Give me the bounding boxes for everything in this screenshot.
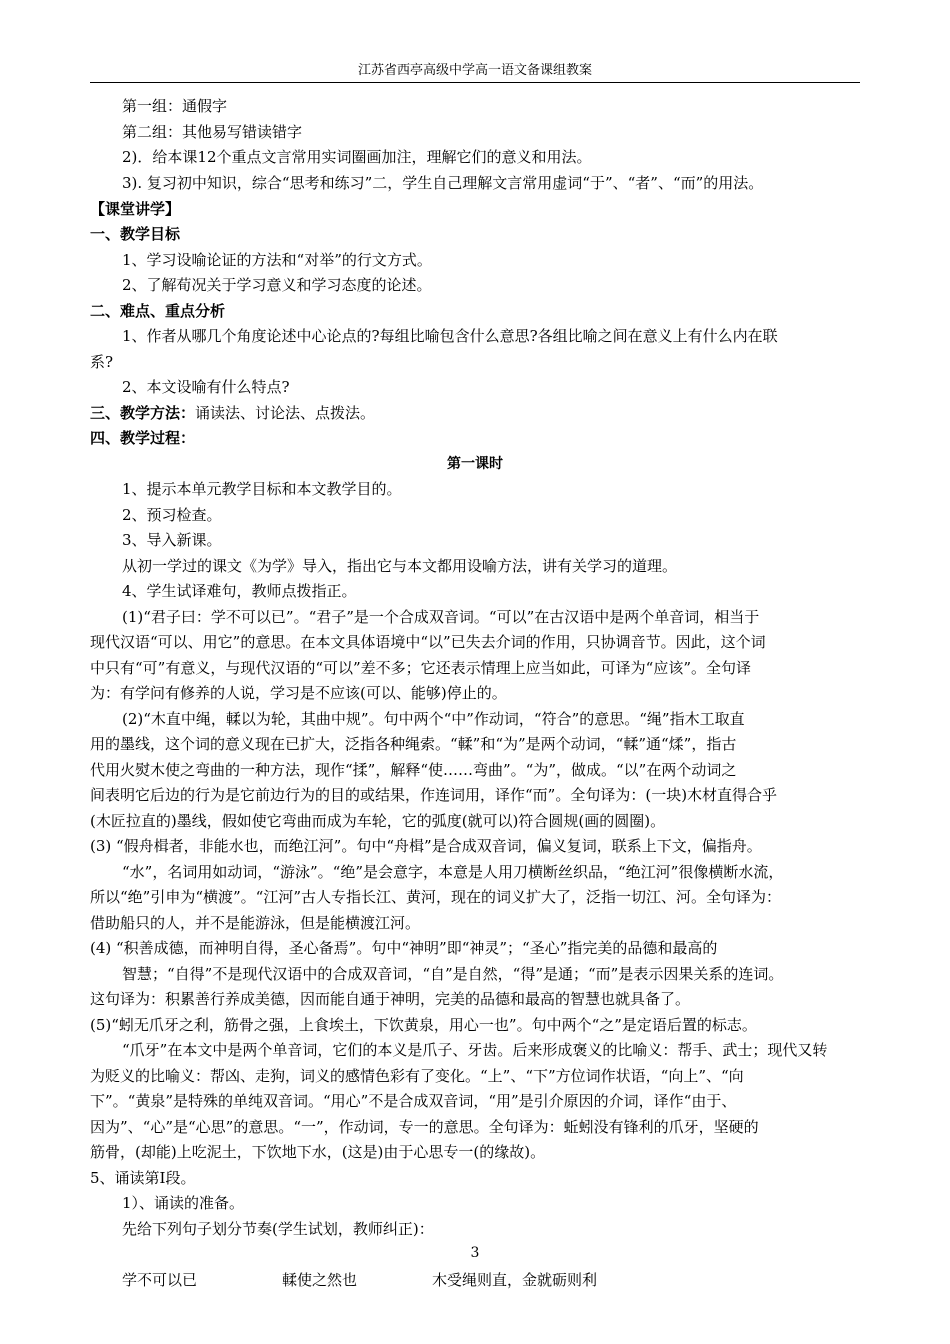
text-line: 1、提示本单元教学目标和本文教学目的。 [122,480,402,498]
lesson-title: 第一课时 [447,456,503,472]
text-line: 3、导入新课。 [122,531,222,549]
text-line: 3). 复习初中知识，综合“思考和练习”二，学生自己理解文言常用虚词“于”、“者”、“而”的用法。 [122,174,764,192]
section-heading: 四、教学过程： [90,429,196,447]
text-line: 现代汉语“可以、用它”的意思。在本文具体语境中“以”已失去介词的作用，只协调音节。因此，这个词 [90,633,766,651]
rhythm-example: 木受绳则直，金就砺则利 [432,1271,598,1289]
text-line: 2、本文设喻有什么特点? [122,378,290,396]
text-line: 这句译为：积累善行养成美德，因而能自通于神明，完美的品德和最高的智慧也就具备了。 [90,990,691,1008]
text-line: 2)．给本课12个重点文言常用实词圈画加注，理解它们的意义和用法。 [122,148,592,166]
text-line: 2、预习检查。 [122,506,222,524]
text-line: (1)“君子曰：学不可以已”。“君子”是一个合成双音词。“可以”在古汉语中是两个单音词，相当于 [122,608,760,626]
text-line: 1、作者从哪几个角度论述中心论点的?每组比喻包含什么意思?各组比喻之间在意义上有什么内在联 [122,327,778,345]
text-line: “爪牙”在本文中是两个单音词，它们的本义是爪子、牙齿。后来形成褒义的比喻义：帮手、武士；现代又转 [122,1041,828,1059]
text-line: 中只有“可”有意义，与现代汉语的“可以”差不多；它还表示情理上应当如此，可译为“应该”。全句译 [90,659,752,677]
section-heading: 二、难点、重点分析 [90,302,226,320]
text-line: 系? [90,353,114,371]
text-line: 为贬义的比喻义：帮凶、走狗，词义的感情色彩有了变化。“上”、“下”方位词作状语，“向上”、“向 [90,1067,744,1085]
text-line: 间表明它后边的行为是它前边行为的目的或结果，作连词用，译作“而”。全句译为：(一块)木材直得合乎 [90,786,778,804]
text-line: (木匠拉直的)墨线，假如使它弯曲而成为车轮，它的弧度(就可以)符合圆规(画的圆圈)。 [90,812,666,830]
text-line: 代用火熨木使之弯曲的一种方法，现作“揉”，解释“使……弯曲”。“为”，做成。“以”在两个动词之 [90,761,737,779]
text-line: (3) “假舟楫者，非能水也，而绝江河”。句中“舟楫”是合成双音词，偏义复词，联系上下文，偏指舟。 [90,837,762,855]
text-line: 1、学习设喻论证的方法和“对举”的行文方式。 [122,251,432,269]
text-line: 筋骨，(却能)上吃泥土，下饮地下水，(这是)由于心思专一(的缘故)。 [90,1143,546,1161]
section-heading: 三、教学方法： [90,404,196,422]
text-line: 智慧；“自得”不是现代汉语中的合成双音词，“自”是自然，“得”是通；“而”是表示因果关系的连词。 [122,965,784,983]
rhythm-example: 輮使之然也 [282,1271,358,1289]
text-line: (5)“蚓无爪牙之利，筋骨之强，上食埃土，下饮黄泉，用心一也”。句中两个“之”是定语后置的标志。 [90,1016,757,1034]
section-heading: 【课堂讲学】 [90,200,181,218]
text-line: 用的墨线，这个词的意义现在已扩大，泛指各种绳索。“輮”和“为”是两个动词，“輮”通“煣”，指古 [90,735,737,753]
text-line: 从初一学过的课文《为学》导入，指出它与本文都用设喻方法，讲有关学习的道理。 [122,557,678,575]
text-line: (4) “积善成德，而神明自得，圣心备焉”。句中“神明”即“神灵”；“圣心”指完美的品德和最高的 [90,939,718,957]
text-line: 5、诵读第Ⅰ段。 [90,1169,196,1187]
text-line: 1）、诵读的准备。 [122,1194,245,1212]
section-heading-row [90,402,375,424]
text-line: 因为”、“心”是“心思”的意思。“一”，作动词，专一的意思。全句译为：蚯蚓没有锋利的爪牙，坚硬的 [90,1118,759,1136]
header-title: 江苏省西亭高级中学高一语文备课组教案 [357,63,592,78]
text-line: 4、学生试译难句，教师点拨指正。 [122,582,357,600]
rhythm-example: 学不可以已 [122,1271,198,1289]
text-line: 下”。“黄泉”是特殊的单纯双音词。“用心”不是合成双音词，“用”是引介原因的介词，译作“由于、 [90,1092,737,1110]
text-line: (2)“木直中绳，輮以为轮，其曲中规”。句中两个“中”作动词，“符合”的意思。“绳”指木工取直 [122,710,745,728]
text-line: 所以“绝”引申为“横渡”。“江河”古人专指长江、黄河，现在的词义扩大了，泛指一切江、河。全句译为： [90,888,782,906]
page-header [90,60,860,83]
text-line: 先给下列句子划分节奏(学生试划，教师纠正)： [122,1220,434,1238]
page-number: 3 [470,1245,480,1261]
text-line: 第一组：通假字 [122,97,228,115]
text-line: 第二组：其他易写错读错字 [122,123,303,141]
text-line: “水”，名词用如动词，“游泳”。“绝”是会意字，本意是人用刀横断丝织品，“绝江河”很像横断水流， [122,863,784,881]
section-heading: 一、教学目标 [90,225,181,243]
rhythm-examples [122,1269,597,1291]
text-line: 2、了解荀况关于学习意义和学习态度的论述。 [122,276,432,294]
text-inline: 诵读法、讨论法、点拨法。 [195,404,376,422]
text-line: 借助船只的人，并不是能游泳，但是能横渡江河。 [90,914,421,932]
text-line: 为：有学问有修养的人说，学习是不应该(可以、能够)停止的。 [90,684,507,702]
